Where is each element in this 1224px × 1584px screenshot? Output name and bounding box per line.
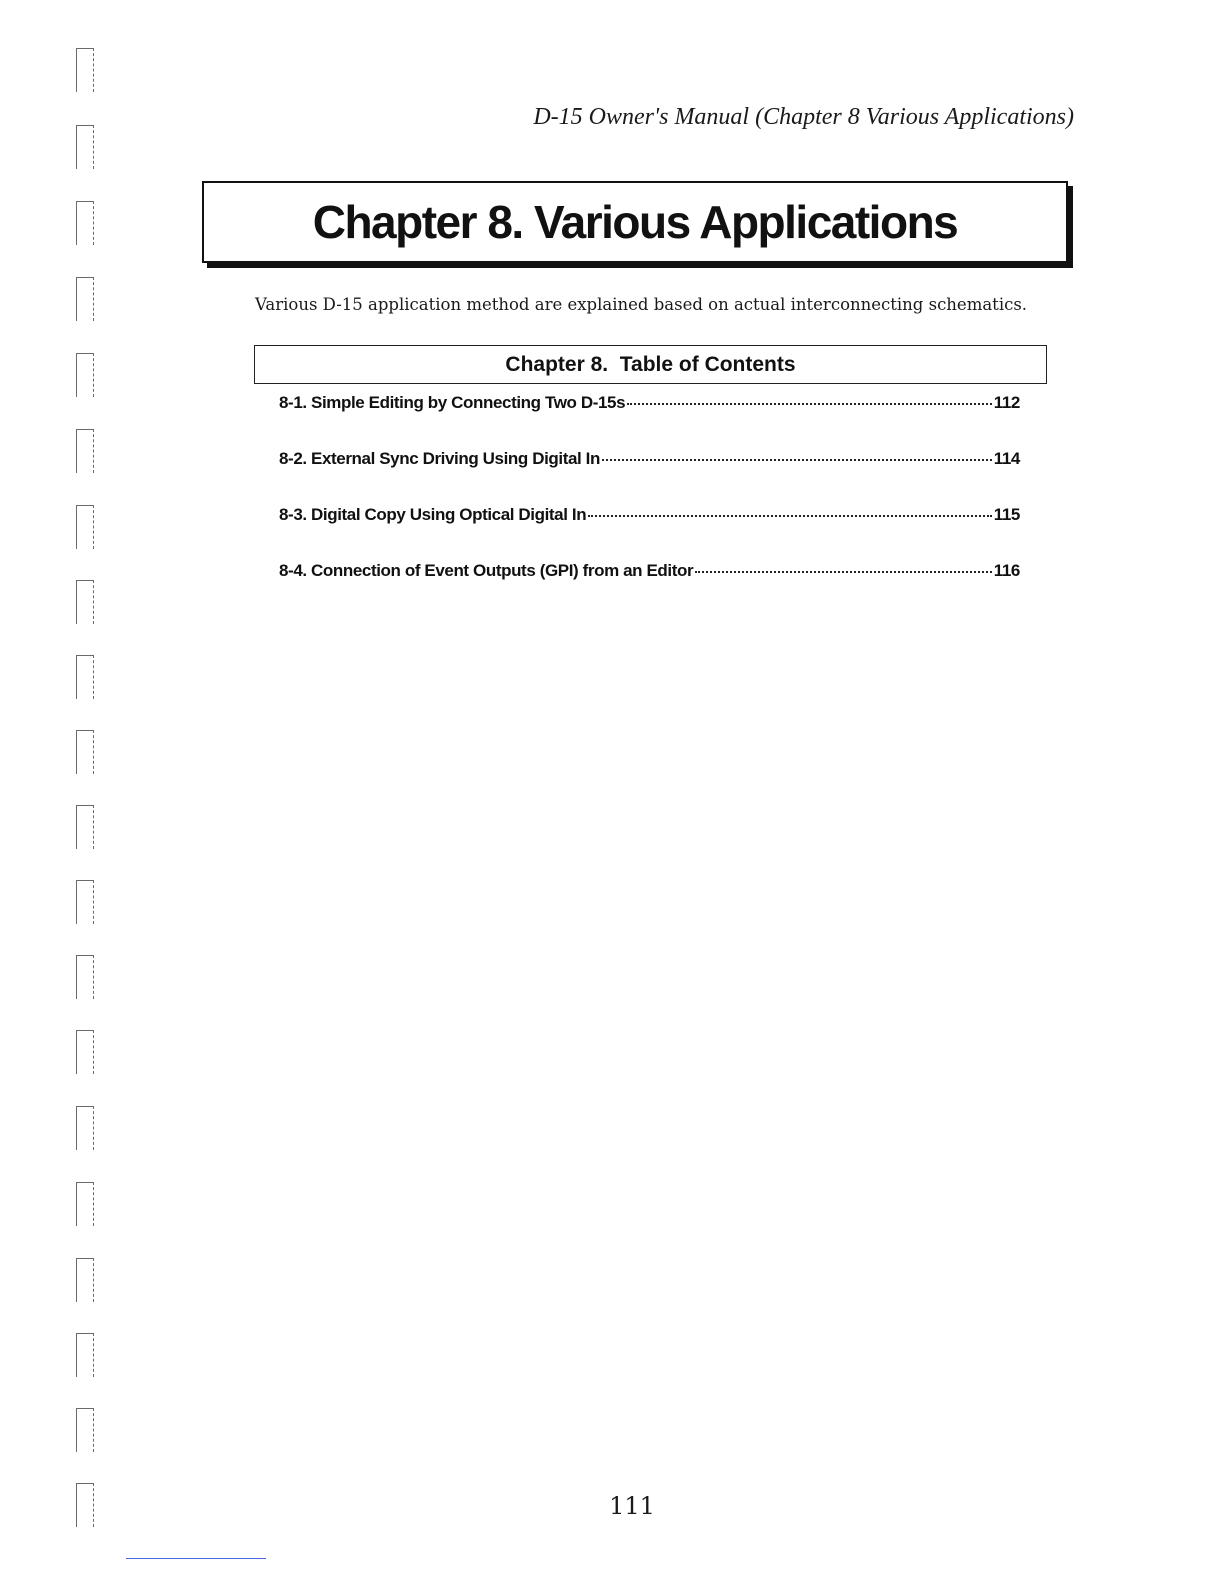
binder-hole xyxy=(76,1182,94,1226)
binder-hole xyxy=(76,955,94,999)
toc-leader-dots xyxy=(695,571,992,573)
binder-hole xyxy=(76,655,94,699)
page-number: 111 xyxy=(609,1492,655,1520)
toc-entry-label: 8-3. Digital Copy Using Optical Digital In xyxy=(279,505,587,524)
binder-hole xyxy=(76,1408,94,1452)
binder-hole xyxy=(76,1258,94,1302)
chapter-title-box xyxy=(202,181,1068,263)
binder-hole xyxy=(76,277,94,321)
toc-title: Chapter 8. Table of Contents xyxy=(505,352,796,376)
binder-hole xyxy=(76,201,94,245)
binder-hole xyxy=(76,1030,94,1074)
running-header: D-15 Owner's Manual (Chapter 8 Various Applications) xyxy=(533,104,1074,130)
toc-entry-page: 116 xyxy=(993,561,1020,580)
binder-hole xyxy=(76,730,94,774)
binder-hole xyxy=(76,580,94,624)
toc-entry[interactable] xyxy=(279,393,1020,449)
toc-title-box xyxy=(254,345,1047,384)
toc-entry-label: 8-4. Connection of Event Outputs (GPI) from an Editor xyxy=(279,561,694,580)
toc-entry-page: 114 xyxy=(993,449,1020,468)
toc-entry-page: 115 xyxy=(993,505,1020,524)
binder-hole xyxy=(76,1333,94,1377)
toc-list xyxy=(279,393,1020,617)
binder-hole xyxy=(76,805,94,849)
binder-hole xyxy=(76,125,94,169)
toc-leader-dots xyxy=(588,515,992,517)
chapter-intro: Various D-15 application method are explained based on actual interconnecting schematics. xyxy=(255,295,1028,314)
toc-entry-label: 8-2. External Sync Driving Using Digital In xyxy=(279,449,600,468)
toc-leader-dots xyxy=(602,459,992,461)
binder-hole xyxy=(76,48,94,92)
toc-entry-page: 112 xyxy=(993,393,1020,412)
binder-hole xyxy=(76,429,94,473)
toc-entry-label: 8-1. Simple Editing by Connecting Two D-15s xyxy=(279,393,626,412)
binder-hole xyxy=(76,1106,94,1150)
chapter-title: Chapter 8. Various Applications xyxy=(312,196,958,248)
toc-entry[interactable] xyxy=(279,561,1020,617)
toc-entry[interactable] xyxy=(279,449,1020,505)
binder-hole xyxy=(76,505,94,549)
toc-leader-dots xyxy=(627,403,992,405)
binder-hole xyxy=(76,880,94,924)
binder-hole xyxy=(76,353,94,397)
footer-rule xyxy=(126,1558,266,1559)
toc-entry[interactable] xyxy=(279,505,1020,561)
